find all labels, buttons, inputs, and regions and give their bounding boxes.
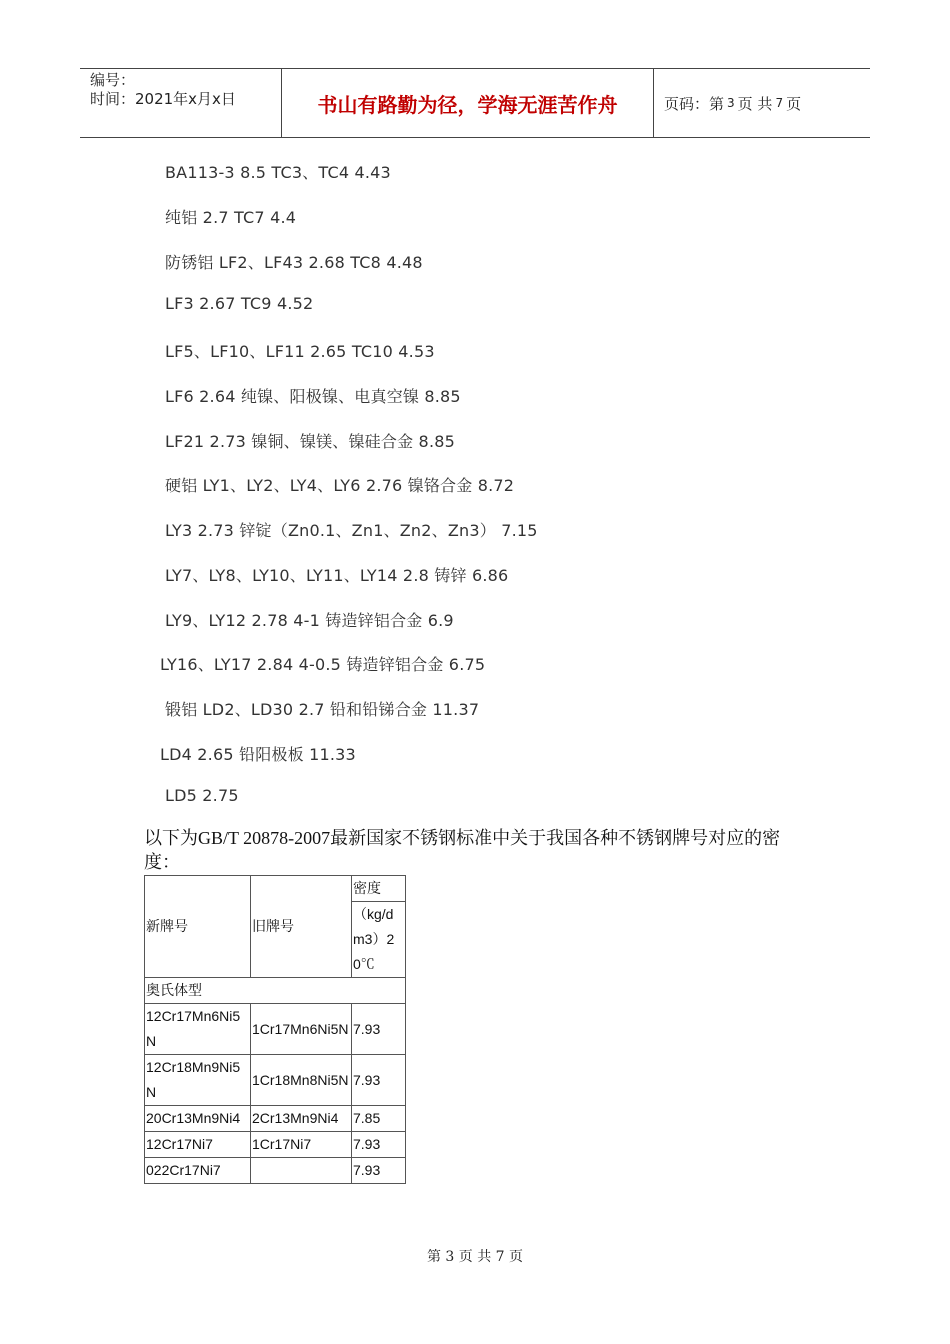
header-density-2: （kg/dm3）20℃ [352, 902, 406, 978]
header-motto: 书山有路勤为径，学海无涯苦作舟 [282, 69, 654, 137]
cell-density: 7.93 [352, 1004, 406, 1055]
density-line: 纯铝 2.7 TC7 4.4 [165, 208, 297, 227]
cell-old-grade: 2Cr13Mn9Ni4 [251, 1106, 352, 1132]
cell-new-grade: 12Cr18Mn9Ni5N [145, 1055, 251, 1106]
density-line: LY7、LY8、LY10、LY11、LY14 2.8 铸锌 6.86 [165, 566, 509, 585]
cell-old-grade [251, 1158, 352, 1184]
density-line: 锻铝 LD2、LD30 2.7 铅和铅锑合金 11.37 [165, 700, 480, 719]
cell-new-grade: 12Cr17Ni7 [145, 1132, 251, 1158]
table-row [145, 1004, 406, 1055]
section-label: 奥氏体型 [145, 978, 406, 1004]
cell-old-grade: 1Cr17Mn6Ni5N [251, 1004, 352, 1055]
page-header [80, 68, 870, 138]
density-line: LD4 2.65 铅阳极板 11.33 [160, 745, 356, 764]
density-line: LD5 2.75 [165, 786, 239, 805]
density-line: LF3 2.67 TC9 4.52 [165, 294, 314, 313]
table-row [145, 1055, 406, 1106]
cell-density: 7.93 [352, 1158, 406, 1184]
number-label: 编号： [90, 71, 136, 89]
cell-new-grade: 12Cr17Mn6Ni5N [145, 1004, 251, 1055]
header-old-grade: 旧牌号 [251, 876, 352, 978]
page-current: 3 [727, 96, 735, 110]
cell-density: 7.93 [352, 1132, 406, 1158]
page-prefix: 页码：第 [664, 94, 725, 113]
table-row [145, 1158, 406, 1184]
density-line: BA113-3 8.5 TC3、TC4 4.43 [165, 163, 391, 182]
cell-old-grade: 1Cr17Ni7 [251, 1132, 352, 1158]
density-line: LY3 2.73 锌锭（Zn0.1、Zn1、Zn2、Zn3） 7.15 [165, 521, 538, 540]
cell-density: 7.85 [352, 1106, 406, 1132]
page-footer: 第 3 页 共 7 页 [426, 1249, 524, 1265]
header-density-1: 密度 [352, 876, 406, 902]
density-line: LF6 2.64 纯镍、阳极镍、电真空镍 8.85 [165, 387, 461, 406]
cell-new-grade: 022Cr17Ni7 [145, 1158, 251, 1184]
density-line: LF21 2.73 镍铜、镍镁、镍硅合金 8.85 [165, 432, 455, 451]
header-page-info [654, 69, 870, 137]
page-mid: 页 共 [737, 94, 773, 113]
table-header-row [145, 876, 406, 902]
page-total: 7 [775, 96, 784, 110]
cell-density: 7.93 [352, 1055, 406, 1106]
table-row [145, 1106, 406, 1132]
cell-new-grade: 20Cr13Mn9Ni4 [145, 1106, 251, 1132]
density-line: LY16、LY17 2.84 4-0.5 铸造锌铝合金 6.75 [160, 655, 486, 674]
table-section-row [145, 978, 406, 1004]
density-table [144, 875, 406, 1184]
header-meta [80, 69, 282, 137]
density-line: LF5、LF10、LF11 2.65 TC10 4.53 [165, 342, 435, 361]
density-line: 硬铝 LY1、LY2、LY4、LY6 2.76 镍铬合金 8.72 [165, 476, 515, 495]
cell-old-grade: 1Cr18Mn8Ni5N [251, 1055, 352, 1106]
intro-paragraph: 以下为GB/T 20878-2007最新国家不锈钢标准中关于我国各种不锈钢牌号对应的密度： [144, 828, 781, 872]
density-line: 防锈铝 LF2、LF43 2.68 TC8 4.48 [165, 253, 423, 272]
time-label: 时间：2021年x月x日 [90, 90, 236, 108]
density-line: LY9、LY12 2.78 4-1 铸造锌铝合金 6.9 [165, 611, 454, 630]
table-row [145, 1132, 406, 1158]
page-suffix: 页 [786, 94, 802, 113]
header-new-grade: 新牌号 [145, 876, 251, 978]
